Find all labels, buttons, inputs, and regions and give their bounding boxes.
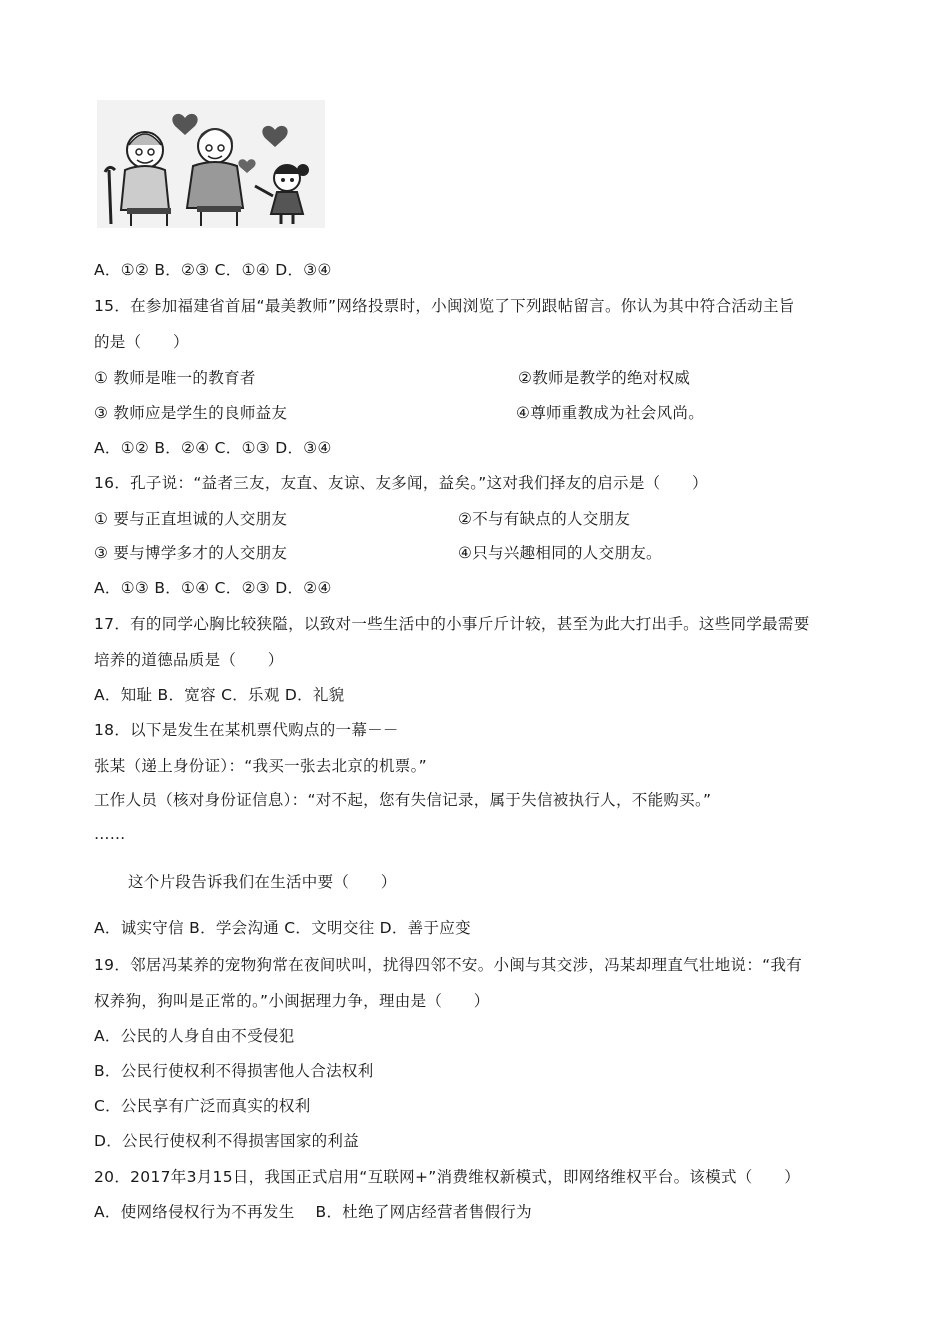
q19-option-d: D．公民行使权利不得损害国家的利益 [94,1132,360,1150]
q19-option-a: A．公民的人身自由不受侵犯 [94,1027,295,1045]
q15-choice-3: ③ 教师应是学生的良师益友 [94,404,288,422]
q17-stem-line1: 17．有的同学心胸比较狭隘，以致对一些生活中的小事斤斤计较，甚至为此大打出手。这些同学最需要 [94,615,810,633]
q15-choice-2: ②教师是教学的绝对权威 [518,369,691,387]
q15-choice-4: ④尊师重教成为社会风尚。 [516,404,704,422]
q15-stem-line2: 的是（ ） [94,333,189,351]
q18-prompt: 这个片段告诉我们在生活中要（ ） [128,873,397,891]
q19-stem-line1: 19．邻居冯某养的宠物狗常在夜间吠叫，扰得四邻不安。小闽与其交涉，冯某却理直气壮地说：“我有 [94,956,803,974]
q16-stem: 16．孔子说：“益者三友，友直、友谅、友多闻，益矣。”这对我们择友的启示是（ ） [94,474,708,492]
q17-options: A．知耻 B．宽容 C．乐观 D．礼貌 [94,686,345,704]
q16-choice-1: ① 要与正直坦诚的人交朋友 [94,510,288,528]
q18-stem: 18．以下是发生在某机票代购点的一幕－－ [94,721,399,739]
q15-options: A．①② B．②④ C．①③ D．③④ [94,439,332,457]
family-hearts-illustration [97,100,325,228]
q18-dialog-1: 张某（递上身份证）：“我买一张去北京的机票。” [94,757,427,775]
q16-options: A．①③ B．①④ C．②③ D．②④ [94,579,332,597]
q18-options: A．诚实守信 B．学会沟通 C．文明交往 D．善于应变 [94,919,471,937]
q19-option-c: C．公民享有广泛而真实的权利 [94,1097,311,1115]
q14-options: A．①② B．②③ C．①④ D．③④ [94,261,332,279]
q18-dialog-2: 工作人员（核对身份证信息）：“对不起，您有失信记录，属于失信被执行人，不能购买。” [94,791,712,809]
q16-choice-3: ③ 要与博学多才的人交朋友 [94,544,288,562]
q19-stem-line2: 权养狗，狗叫是正常的。”小闽据理力争，理由是（ ） [94,992,490,1010]
q20-options-ab: A．使网络侵权行为不再发生 B．杜绝了网店经营者售假行为 [94,1203,532,1221]
q17-stem-line2: 培养的道德品质是（ ） [94,651,284,669]
q18-ellipsis: …… [94,825,126,843]
q16-choice-4: ④只与兴趣相同的人交朋友。 [458,544,662,562]
q15-choice-1: ① 教师是唯一的教育者 [94,369,256,387]
q20-stem: 20．2017年3月15日，我国正式启用“互联网+”消费维权新模式，即网络维权平台。该模式（ ） [94,1168,801,1186]
q19-option-b: B．公民行使权利不得损害他人合法权利 [94,1062,374,1080]
q16-choice-2: ②不与有缺点的人交朋友 [458,510,631,528]
q15-stem-line1: 15．在参加福建省首届“最美教师”网络投票时，小闽浏览了下列跟帖留言。你认为其中符合活动主旨 [94,297,795,315]
